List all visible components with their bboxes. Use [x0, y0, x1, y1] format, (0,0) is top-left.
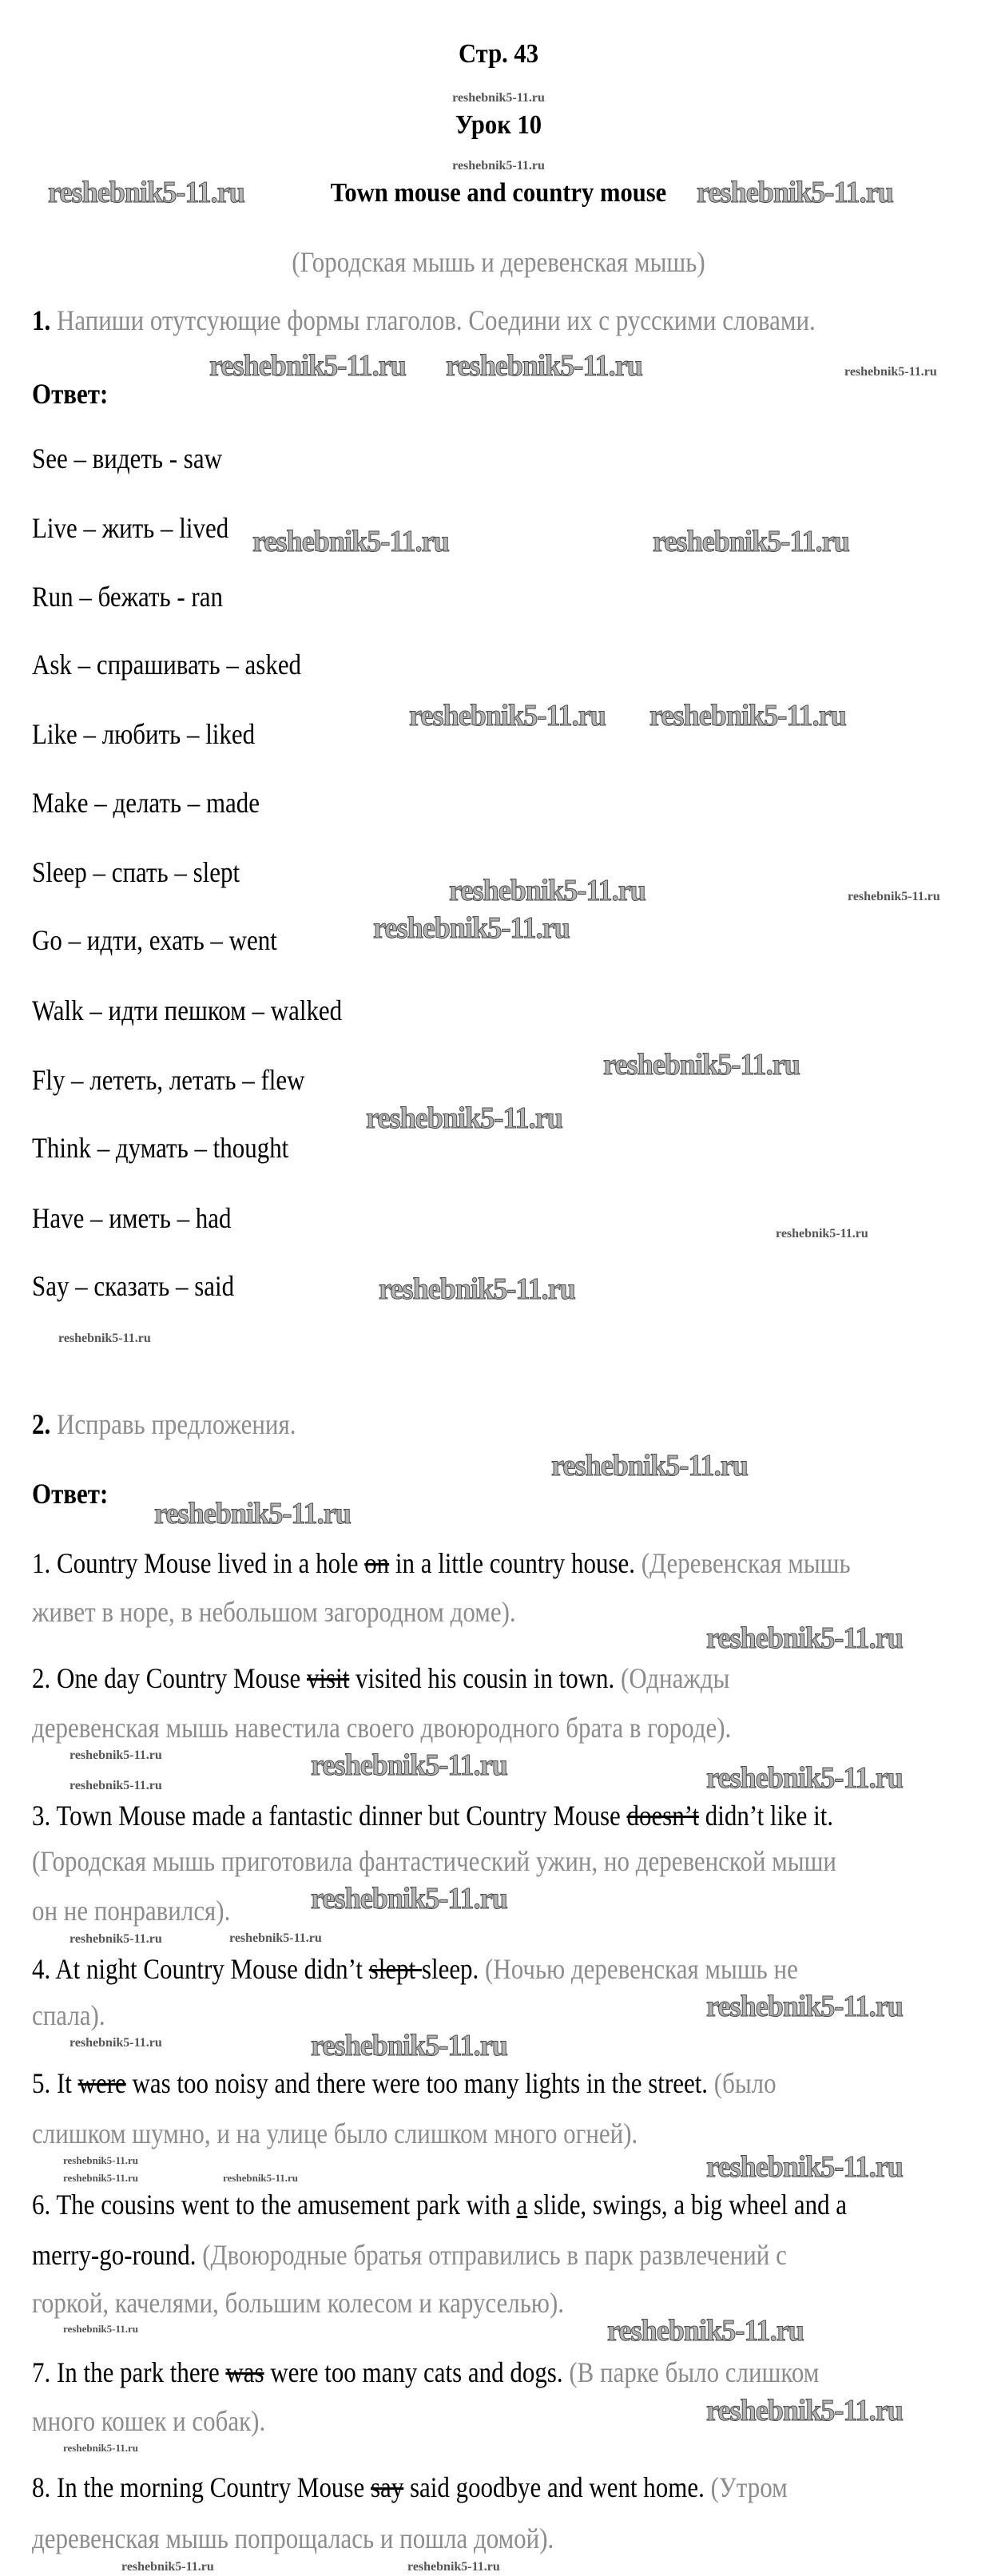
watermark-text: reshebnik5-11.ru — [379, 1272, 575, 1306]
translation-text: (Двоюродные братья отправились в парк развлечений с — [202, 2239, 787, 2271]
watermark-text: reshebnik5-11.ru — [706, 1990, 903, 2023]
sentence-line — [32, 1661, 729, 1696]
watermark-text: reshebnik5-11.ru — [409, 699, 606, 732]
watermark-text: reshebnik5-11.ru — [449, 874, 645, 907]
sentence-line — [32, 1893, 230, 1928]
sentence-line — [32, 1710, 731, 1745]
verb-form-item: Live – жить – lived — [32, 512, 229, 544]
watermark-text: reshebnik5-11.ru — [252, 525, 449, 558]
sentence-text: 8. In the morning Country Mouse — [32, 2471, 371, 2503]
watermark-text: reshebnik5-11.ru — [452, 159, 545, 173]
watermark-text: reshebnik5-11.ru — [311, 1748, 507, 1782]
page-number: Стр. 43 — [458, 39, 539, 69]
verb-form-item: Sleep – спать – slept — [32, 856, 240, 888]
sentence-text: 1. Country Mouse lived in a hole — [32, 1547, 365, 1579]
translation-text: спала). — [32, 1999, 105, 2031]
sentence-line — [32, 1844, 836, 1879]
watermark-text: reshebnik5-11.ru — [407, 2560, 500, 2574]
watermark-text: reshebnik5-11.ru — [63, 2172, 139, 2184]
struck-word: slept — [368, 1953, 422, 1985]
task2-instruction: Исправь предложения. — [56, 1408, 296, 1440]
sentence-line — [32, 2521, 554, 2556]
sentence-text: sleep. — [421, 1953, 486, 1985]
watermark-text: reshebnik5-11.ru — [70, 2036, 162, 2050]
watermark-text: reshebnik5-11.ru — [311, 1882, 507, 1915]
sentence-text: visited his cousin in town. — [349, 1662, 622, 1694]
verb-form-item: Ask – спрашивать – asked — [32, 649, 302, 681]
watermark-text: reshebnik5-11.ru — [603, 1048, 800, 1082]
sentence-line — [32, 2355, 819, 2390]
sentence-text: didn’t like it. — [699, 1800, 834, 1832]
translation-text: (было — [713, 2067, 777, 2099]
sentence-text: 3. Town Mouse made a fantastic dinner but Country Mouse — [32, 1800, 627, 1832]
translation-text: (Однажды — [621, 1662, 730, 1694]
verb-form-item: See – видеть - saw — [32, 443, 222, 474]
struck-word: on — [364, 1547, 390, 1579]
sentence-text: were too many cats and dogs. — [264, 2356, 570, 2388]
watermark-text: reshebnik5-11.ru — [63, 2442, 139, 2454]
watermark-text: reshebnik5-11.ru — [446, 349, 642, 383]
sentence-text: 5. It — [32, 2067, 78, 2099]
task2-heading — [32, 1407, 296, 1442]
translation-text: (Ночью деревенская мышь не — [485, 1953, 798, 1985]
watermark-text: reshebnik5-11.ru — [229, 1931, 322, 1945]
sentence-line — [32, 2187, 847, 2222]
watermark-text: reshebnik5-11.ru — [70, 1779, 162, 1792]
verb-form-item: Fly – лететь, летать – flew — [32, 1064, 305, 1096]
lesson-subtitle: (Городская мышь и деревенская мышь) — [292, 246, 705, 278]
struck-word: was — [225, 2356, 264, 2388]
watermark-text: reshebnik5-11.ru — [706, 1621, 903, 1655]
verb-form-item: Walk – идти пешком – walked — [32, 994, 343, 1026]
translation-text: деревенская мышь попрощалась и пошла домой). — [32, 2522, 554, 2554]
sentence-line — [32, 1546, 851, 1581]
task1-number: 1. — [32, 304, 51, 336]
verb-form-item: Like – любить – liked — [32, 718, 256, 750]
watermark-text: reshebnik5-11.ru — [121, 2560, 214, 2574]
task2-answer-label: Ответ: — [32, 1478, 109, 1510]
watermark-text: reshebnik5-11.ru — [70, 1932, 162, 1946]
translation-text: (Утром — [710, 2471, 788, 2503]
sentence-text: 6. The cousins went to the amusement park with — [32, 2189, 517, 2221]
watermark-text: reshebnik5-11.ru — [373, 911, 570, 945]
sentence-line — [32, 1594, 516, 1629]
underlined-word: a — [516, 2189, 528, 2221]
sentence-text: 4. At night Country Mouse didn’t — [32, 1953, 369, 1985]
watermark-text: reshebnik5-11.ru — [706, 1761, 903, 1795]
sentence-line — [32, 2237, 787, 2272]
task1-instruction: Напиши отутсующие формы глаголов. Соедини их с русскими словами. — [56, 304, 816, 336]
sentence-line — [32, 2403, 265, 2439]
verb-form-item: Make – делать – made — [32, 787, 260, 819]
sentence-line — [32, 1951, 798, 1987]
sentence-line — [32, 1998, 105, 2033]
translation-text: он не понравился). — [32, 1895, 231, 1927]
watermark-text: reshebnik5-11.ru — [48, 176, 244, 209]
struck-word: visit — [306, 1662, 350, 1694]
verb-form-item: Think – думать – thought — [32, 1132, 289, 1164]
struck-word: say — [370, 2471, 404, 2503]
watermark-text: reshebnik5-11.ru — [776, 1227, 868, 1240]
sentence-text: was too noisy and there were too many lights in the street. — [125, 2067, 714, 2099]
sentence-text: in a little country house. — [389, 1547, 641, 1579]
translation-text: слишком шумно, и на улице было слишком много огней). — [32, 2118, 638, 2149]
watermark-text: reshebnik5-11.ru — [697, 176, 893, 209]
watermark-text: reshebnik5-11.ru — [63, 2154, 139, 2166]
watermark-text: reshebnik5-11.ru — [63, 2323, 139, 2335]
watermark-text: reshebnik5-11.ru — [551, 1449, 748, 1482]
watermark-text: reshebnik5-11.ru — [848, 890, 940, 903]
translation-text: живет в норе, в небольшом загородном доме). — [32, 1596, 516, 1628]
watermark-text: reshebnik5-11.ru — [706, 2150, 903, 2184]
struck-word: doesn’t — [626, 1800, 700, 1832]
translation-text: много кошек и собак). — [32, 2405, 266, 2437]
lesson-title: Town mouse and country mouse — [330, 178, 667, 208]
watermark-text: reshebnik5-11.ru — [58, 1332, 151, 1345]
watermark-text: reshebnik5-11.ru — [452, 91, 545, 105]
translation-text: (Деревенская мышь — [641, 1547, 851, 1579]
verb-form-item: Have – иметь – had — [32, 1202, 232, 1234]
sentence-text: merry-go-round. — [32, 2239, 203, 2271]
translation-text: горкой, качелями, большим колесом и каруселью). — [32, 2287, 564, 2319]
watermark-text: reshebnik5-11.ru — [209, 349, 406, 383]
verb-form-item: Say – сказать – said — [32, 1270, 235, 1302]
watermark-text: reshebnik5-11.ru — [649, 699, 846, 732]
watermark-text: reshebnik5-11.ru — [311, 2029, 507, 2062]
translation-text: деревенская мышь навестила своего двоюродного брата в городе). — [32, 1712, 732, 1744]
sentence-text: said goodbye and went home. — [403, 2471, 711, 2503]
sentence-line — [32, 2285, 564, 2320]
lesson-heading: Урок 10 — [455, 110, 542, 140]
task1-answer-label: Ответ: — [32, 378, 109, 410]
verb-form-item: Go – идти, ехать – went — [32, 924, 277, 956]
watermark-text: reshebnik5-11.ru — [706, 2394, 903, 2427]
sentence-text: slide, swings, a big wheel and a — [527, 2189, 848, 2221]
watermark-text: reshebnik5-11.ru — [653, 525, 849, 558]
sentence-text: 2. One day Country Mouse — [32, 1662, 307, 1694]
sentence-text: 7. In the park there — [32, 2356, 226, 2388]
watermark-text: reshebnik5-11.ru — [366, 1101, 562, 1135]
sentence-line — [32, 2116, 638, 2151]
translation-text: (Городская мышь приготовила фантастический ужин, но деревенской мыши — [32, 1845, 836, 1877]
watermark-text: reshebnik5-11.ru — [223, 2172, 299, 2184]
sentence-line — [32, 2470, 788, 2505]
sentence-line — [32, 2066, 777, 2101]
watermark-text: reshebnik5-11.ru — [154, 1497, 351, 1530]
task1-heading — [32, 303, 816, 338]
watermark-text: reshebnik5-11.ru — [844, 365, 937, 379]
translation-text: (В парке было слишком — [569, 2356, 820, 2388]
sentence-line — [32, 1798, 833, 1833]
watermark-text: reshebnik5-11.ru — [70, 1748, 162, 1762]
watermark-text: reshebnik5-11.ru — [607, 2314, 804, 2348]
task2-number: 2. — [32, 1408, 51, 1440]
verb-form-item: Run – бежать - ran — [32, 581, 223, 613]
struck-word: were — [77, 2067, 126, 2099]
